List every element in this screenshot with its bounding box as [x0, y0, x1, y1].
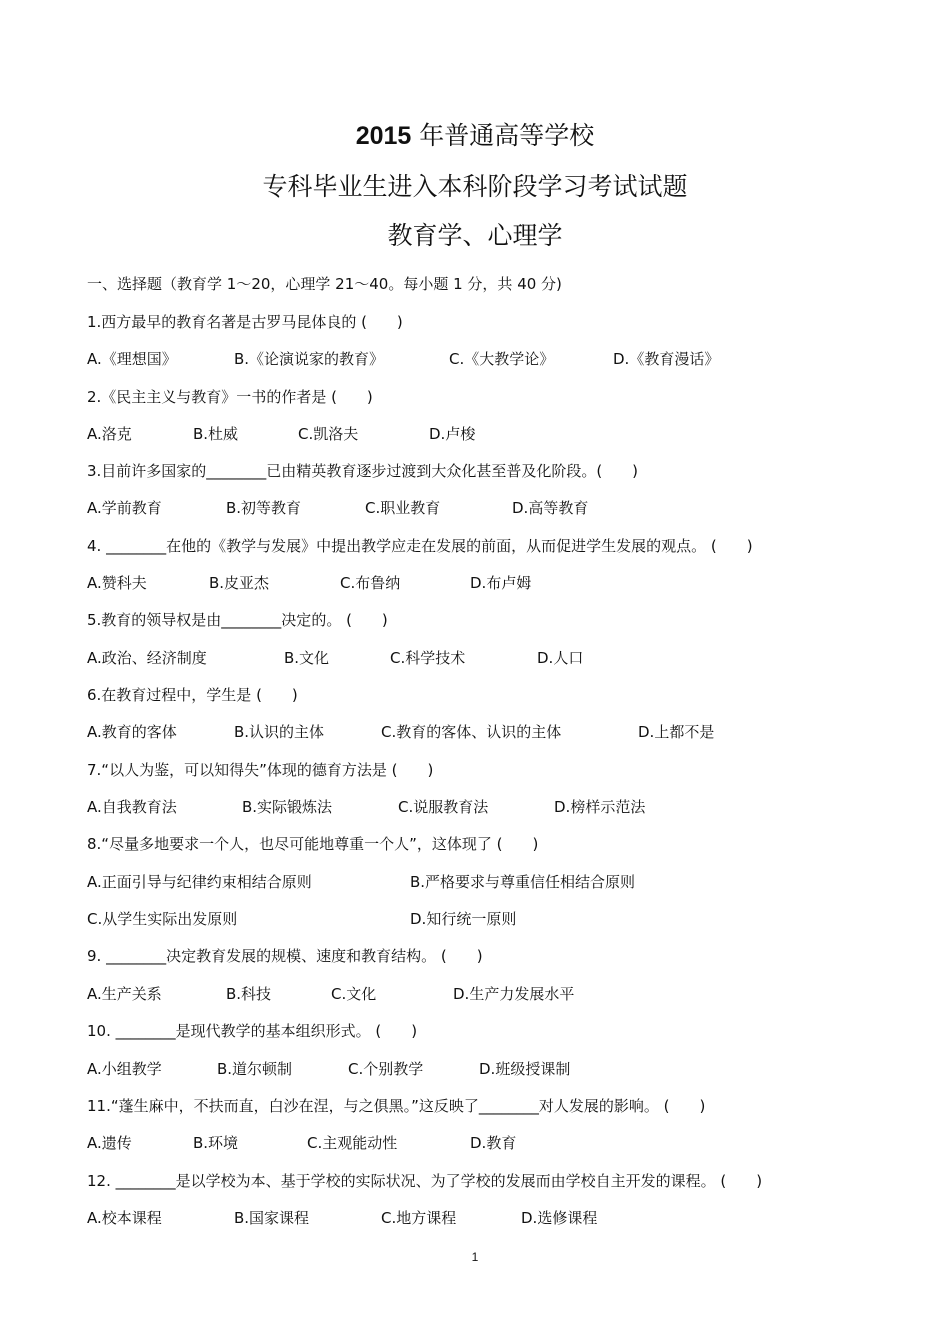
question-1-option-c: C.《大教学论》: [449, 350, 555, 368]
exam-year: 2015: [355, 122, 412, 150]
question-8-option-b: B.严格要求与尊重信任相结合原则: [410, 873, 636, 891]
question-5-option-c: C.科学技术: [390, 649, 466, 667]
exam-title-line2: 专科毕业生进入本科阶段学习考试试题: [262, 172, 688, 201]
question-6-option-d: D.上都不是: [638, 723, 715, 741]
question-10-option-d: D.班级授课制: [479, 1060, 571, 1078]
question-8-stem: 8.“尽量多地要求一个人，也尽可能地尊重一个人”，这体现了 ( ): [87, 835, 539, 853]
page-number: 1: [471, 1250, 479, 1264]
question-3-stem: 3.目前许多国家的________已由精英教育逐步过渡到大众化甚至普及化阶段。( ): [87, 462, 639, 480]
question-4-option-a: A.赞科夫: [87, 574, 147, 592]
question-4-option-c: C.布鲁纳: [340, 574, 401, 592]
question-8-option-d: D.知行统一原则: [410, 910, 517, 928]
question-12-option-d: D.选修课程: [521, 1209, 598, 1227]
question-12-stem: 12. ________是以学校为本、基于学校的实际状况、为了学校的发展而由学校自主开发的课程。 ( ): [87, 1172, 763, 1190]
question-7-option-c: C.说服教育法: [398, 798, 489, 816]
question-11-stem: 11.“蓬生麻中，不扶而直，白沙在涅，与之俱黑。”这反映了________对人发展的影响。 ( ): [87, 1097, 706, 1115]
question-9-stem: 9. ________决定教育发展的规模、速度和教育结构。 ( ): [87, 947, 483, 965]
question-6-option-c: C.教育的客体、认识的主体: [381, 723, 562, 741]
question-5-stem: 5.教育的领导权是由________决定的。 ( ): [87, 611, 388, 629]
question-3-option-b: B.初等教育: [226, 499, 302, 517]
question-1-option-a: A.《理想国》: [87, 350, 177, 368]
question-7-option-b: B.实际锻炼法: [242, 798, 333, 816]
question-11-option-a: A.遗传: [87, 1134, 132, 1152]
question-3-option-c: C.职业教育: [365, 499, 441, 517]
question-6-stem: 6.在教育过程中，学生是 ( ): [87, 686, 298, 704]
question-4-option-d: D.布卢姆: [470, 574, 532, 592]
question-9-option-d: D.生产力发展水平: [453, 985, 575, 1003]
question-7-option-d: D.榜样示范法: [554, 798, 646, 816]
question-1-stem: 1.西方最早的教育名著是古罗马昆体良的 ( ): [87, 313, 403, 331]
question-10-stem: 10. ________是现代教学的基本组织形式。 ( ): [87, 1022, 418, 1040]
question-6-option-a: A.教育的客体: [87, 723, 177, 741]
question-6-option-b: B.认识的主体: [234, 723, 325, 741]
question-5-option-d: D.人口: [537, 649, 584, 667]
exam-subject-title: 教育学、心理学: [387, 221, 563, 250]
question-11-option-c: C.主观能动性: [307, 1134, 398, 1152]
question-11-option-d: D.教育: [470, 1134, 517, 1152]
question-12-option-a: A.校本课程: [87, 1209, 162, 1227]
question-10-option-a: A.小组教学: [87, 1060, 162, 1078]
question-4-option-b: B.皮亚杰: [209, 574, 270, 592]
question-2-option-d: D.卢梭: [429, 425, 476, 443]
question-12-option-b: B.国家课程: [234, 1209, 310, 1227]
question-11-option-b: B.环境: [193, 1134, 239, 1152]
question-2-option-a: A.洛克: [87, 425, 132, 443]
question-3-option-a: A.学前教育: [87, 499, 162, 517]
question-4-stem: 4. ________在他的《教学与发展》中提出教学应走在发展的前面，从而促进学生发展的观点。 ( ): [87, 537, 753, 555]
exam-title-line1: [0, 116, 950, 152]
question-12-option-c: C.地方课程: [381, 1209, 457, 1227]
question-2-option-c: C.凯洛夫: [298, 425, 359, 443]
question-8-option-a: A.正面引导与纪律约束相结合原则: [87, 873, 312, 891]
question-10-option-c: C.个别教学: [348, 1060, 424, 1078]
question-5-option-a: A.政治、经济制度: [87, 649, 207, 667]
question-7-stem: 7.“以人为鉴，可以知得失”体现的德育方法是 ( ): [87, 761, 434, 779]
question-2-stem: 2.《民主主义与教育》一书的作者是 ( ): [87, 388, 373, 406]
question-8-option-c: C.从学生实际出发原则: [87, 910, 238, 928]
question-1-option-b: B.《论演说家的教育》: [234, 350, 385, 368]
question-9-option-c: C.文化: [331, 985, 377, 1003]
question-9-option-a: A.生产关系: [87, 985, 162, 1003]
exam-title-rest: 年普通高等学校: [411, 121, 595, 150]
question-9-option-b: B.科技: [226, 985, 272, 1003]
question-7-option-a: A.自我教育法: [87, 798, 177, 816]
question-5-option-b: B.文化: [284, 649, 330, 667]
question-1-option-d: D.《教育漫话》: [613, 350, 720, 368]
question-2-option-b: B.杜威: [193, 425, 239, 443]
question-10-option-b: B.道尔顿制: [217, 1060, 293, 1078]
question-3-option-d: D.高等教育: [512, 499, 589, 517]
section-heading: 一、选择题（教育学 1～20，心理学 21～40。每小题 1 分，共 40 分): [87, 275, 562, 293]
